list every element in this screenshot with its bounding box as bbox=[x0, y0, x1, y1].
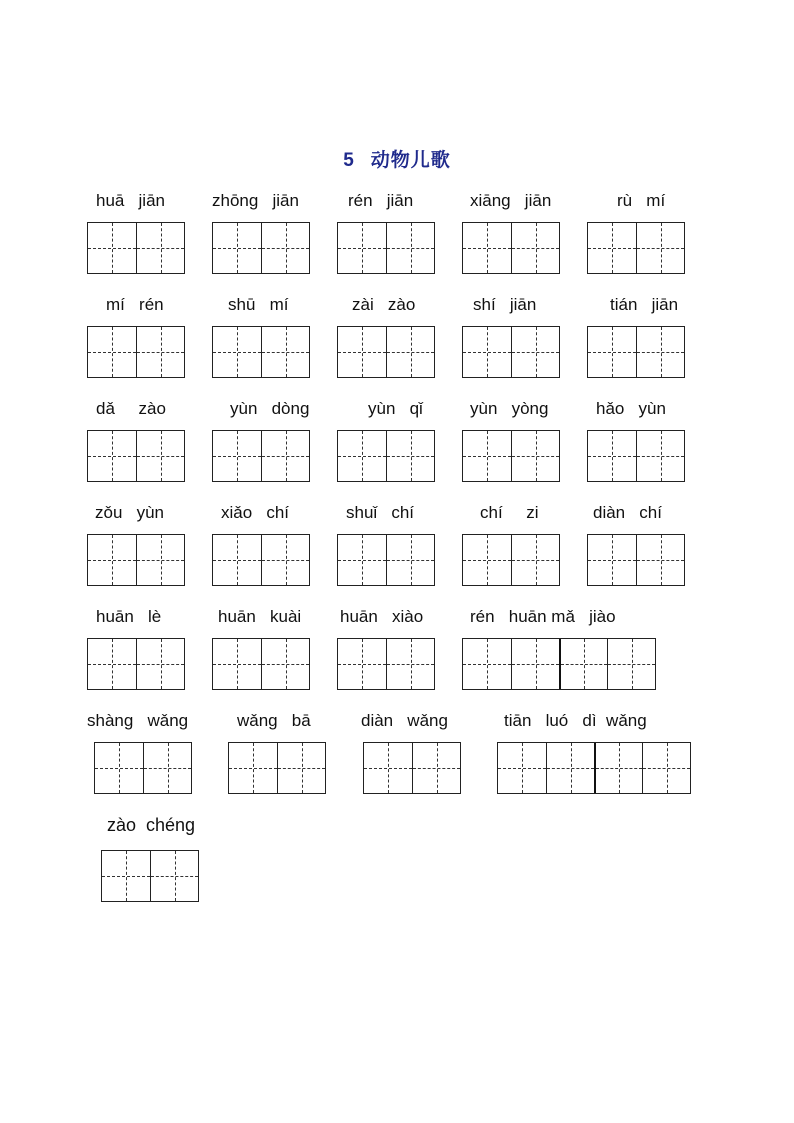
tianzige-cell[interactable] bbox=[463, 327, 511, 377]
writing-grid[interactable] bbox=[587, 430, 685, 482]
tianzige-cell[interactable] bbox=[386, 327, 434, 377]
tianzige-cell[interactable] bbox=[136, 431, 184, 481]
pinyin-label: zài zào bbox=[352, 295, 416, 314]
writing-grid[interactable] bbox=[497, 742, 691, 794]
tianzige-cell[interactable] bbox=[607, 639, 655, 689]
lesson-title: 动物儿歌 bbox=[370, 150, 451, 171]
pinyin-label: tián jiān bbox=[610, 295, 679, 314]
writing-grid[interactable] bbox=[462, 534, 560, 586]
tianzige-cell[interactable] bbox=[463, 223, 511, 273]
tianzige-cell[interactable] bbox=[213, 431, 261, 481]
writing-grid[interactable] bbox=[87, 430, 185, 482]
tianzige-cell[interactable] bbox=[261, 223, 309, 273]
pinyin-label: dǎ zào bbox=[96, 399, 166, 418]
writing-grid[interactable] bbox=[587, 222, 685, 274]
writing-grid[interactable] bbox=[212, 534, 310, 586]
pinyin-label: zǒu yùn bbox=[95, 503, 164, 522]
tianzige-cell[interactable] bbox=[546, 743, 594, 793]
tianzige-cell[interactable] bbox=[261, 639, 309, 689]
writing-grid[interactable] bbox=[212, 638, 310, 690]
tianzige-cell[interactable] bbox=[636, 223, 684, 273]
pinyin-label: yùn qǐ bbox=[368, 399, 423, 418]
tianzige-cell[interactable] bbox=[261, 431, 309, 481]
tianzige-cell[interactable] bbox=[636, 535, 684, 585]
pinyin-label: hǎo yùn bbox=[596, 399, 666, 418]
tianzige-cell[interactable] bbox=[150, 851, 198, 901]
tianzige-cell[interactable] bbox=[261, 327, 309, 377]
pinyin-label: huān xiào bbox=[340, 607, 424, 626]
pinyin-label: rén jiān bbox=[348, 191, 414, 210]
writing-grid[interactable] bbox=[94, 742, 192, 794]
tianzige-cell[interactable] bbox=[412, 743, 460, 793]
tianzige-cell[interactable] bbox=[463, 639, 511, 689]
writing-grid[interactable] bbox=[462, 222, 560, 274]
tianzige-cell[interactable] bbox=[213, 639, 261, 689]
pinyin-label: huān lè bbox=[96, 607, 162, 626]
tianzige-cell[interactable] bbox=[277, 743, 325, 793]
writing-grid[interactable] bbox=[587, 326, 685, 378]
tianzige-cell[interactable] bbox=[364, 743, 412, 793]
pinyin-label: yùn yòng bbox=[470, 399, 549, 418]
tianzige-cell[interactable] bbox=[338, 223, 386, 273]
tianzige-cell[interactable] bbox=[143, 743, 191, 793]
writing-grid[interactable] bbox=[212, 430, 310, 482]
pinyin-label: shàng wǎng bbox=[87, 711, 189, 730]
writing-grid[interactable] bbox=[87, 222, 185, 274]
tianzige-cell[interactable] bbox=[136, 223, 184, 273]
tianzige-cell[interactable] bbox=[261, 535, 309, 585]
tianzige-cell[interactable] bbox=[511, 535, 559, 585]
tianzige-cell[interactable] bbox=[88, 223, 136, 273]
writing-grid[interactable] bbox=[87, 534, 185, 586]
tianzige-cell[interactable] bbox=[338, 327, 386, 377]
pinyin-label: zào chéng bbox=[107, 815, 196, 835]
tianzige-cell[interactable] bbox=[511, 327, 559, 377]
tianzige-cell[interactable] bbox=[636, 327, 684, 377]
tianzige-cell[interactable] bbox=[511, 431, 559, 481]
tianzige-cell[interactable] bbox=[88, 431, 136, 481]
pinyin-label: diàn wǎng bbox=[361, 711, 448, 730]
writing-grid[interactable] bbox=[462, 430, 560, 482]
tianzige-cell[interactable] bbox=[338, 535, 386, 585]
writing-grid[interactable] bbox=[363, 742, 461, 794]
pinyin-label: mí rén bbox=[106, 295, 164, 314]
tianzige-cell[interactable] bbox=[642, 743, 690, 793]
tianzige-cell[interactable] bbox=[102, 851, 150, 901]
writing-grid[interactable] bbox=[462, 326, 560, 378]
writing-grid[interactable] bbox=[87, 638, 185, 690]
pinyin-label: shū mí bbox=[228, 295, 289, 314]
tianzige-cell[interactable] bbox=[95, 743, 143, 793]
tianzige-cell[interactable] bbox=[386, 431, 434, 481]
tianzige-cell[interactable] bbox=[213, 535, 261, 585]
writing-grid[interactable] bbox=[337, 430, 435, 482]
writing-grid[interactable] bbox=[337, 222, 435, 274]
tianzige-cell[interactable] bbox=[213, 223, 261, 273]
pinyin-label: shí jiān bbox=[473, 295, 537, 314]
tianzige-cell[interactable] bbox=[136, 639, 184, 689]
tianzige-cell[interactable] bbox=[213, 327, 261, 377]
tianzige-cell[interactable] bbox=[498, 743, 546, 793]
tianzige-cell[interactable] bbox=[229, 743, 277, 793]
writing-grid[interactable] bbox=[212, 222, 310, 274]
page-title bbox=[0, 145, 794, 172]
pinyin-label: diàn chí bbox=[593, 503, 662, 522]
tianzige-cell[interactable] bbox=[463, 431, 511, 481]
tianzige-cell[interactable] bbox=[636, 431, 684, 481]
tianzige-cell[interactable] bbox=[594, 743, 642, 793]
tianzige-cell[interactable] bbox=[511, 639, 559, 689]
pinyin-label: tiān luó dì wǎng bbox=[504, 711, 647, 730]
pinyin-label: wǎng bā bbox=[237, 711, 311, 730]
pinyin-label: zhōng jiān bbox=[212, 191, 299, 210]
tianzige-cell[interactable] bbox=[88, 639, 136, 689]
pinyin-label: xiāng jiān bbox=[470, 191, 552, 210]
writing-grid[interactable] bbox=[587, 534, 685, 586]
pinyin-label: huān kuài bbox=[218, 607, 302, 626]
tianzige-cell[interactable] bbox=[588, 535, 636, 585]
pinyin-label: yùn dòng bbox=[230, 399, 310, 418]
writing-grid[interactable] bbox=[101, 850, 199, 902]
lesson-number: 5 bbox=[343, 150, 355, 171]
tianzige-cell[interactable] bbox=[559, 639, 607, 689]
tianzige-cell[interactable] bbox=[136, 327, 184, 377]
tianzige-cell[interactable] bbox=[588, 327, 636, 377]
tianzige-cell[interactable] bbox=[136, 535, 184, 585]
tianzige-cell[interactable] bbox=[386, 535, 434, 585]
tianzige-cell[interactable] bbox=[338, 431, 386, 481]
tianzige-cell[interactable] bbox=[588, 431, 636, 481]
tianzige-cell[interactable] bbox=[463, 535, 511, 585]
tianzige-cell[interactable] bbox=[511, 223, 559, 273]
pinyin-label: xiǎo chí bbox=[221, 503, 290, 522]
tianzige-cell[interactable] bbox=[588, 223, 636, 273]
writing-grid[interactable] bbox=[87, 326, 185, 378]
pinyin-label: shuǐ chí bbox=[346, 503, 415, 522]
writing-grid[interactable] bbox=[228, 742, 326, 794]
tianzige-cell[interactable] bbox=[88, 327, 136, 377]
tianzige-cell[interactable] bbox=[88, 535, 136, 585]
writing-grid[interactable] bbox=[337, 638, 435, 690]
writing-grid[interactable] bbox=[462, 638, 656, 690]
tianzige-cell[interactable] bbox=[386, 223, 434, 273]
writing-grid[interactable] bbox=[337, 326, 435, 378]
pinyin-label: rù mí bbox=[617, 191, 666, 210]
tianzige-cell[interactable] bbox=[386, 639, 434, 689]
writing-grid[interactable] bbox=[212, 326, 310, 378]
tianzige-cell[interactable] bbox=[338, 639, 386, 689]
pinyin-label: huā jiān bbox=[96, 191, 165, 210]
pinyin-label: rén huān mǎ jiào bbox=[470, 607, 616, 626]
writing-grid[interactable] bbox=[337, 534, 435, 586]
pinyin-label: chí zi bbox=[480, 503, 539, 522]
